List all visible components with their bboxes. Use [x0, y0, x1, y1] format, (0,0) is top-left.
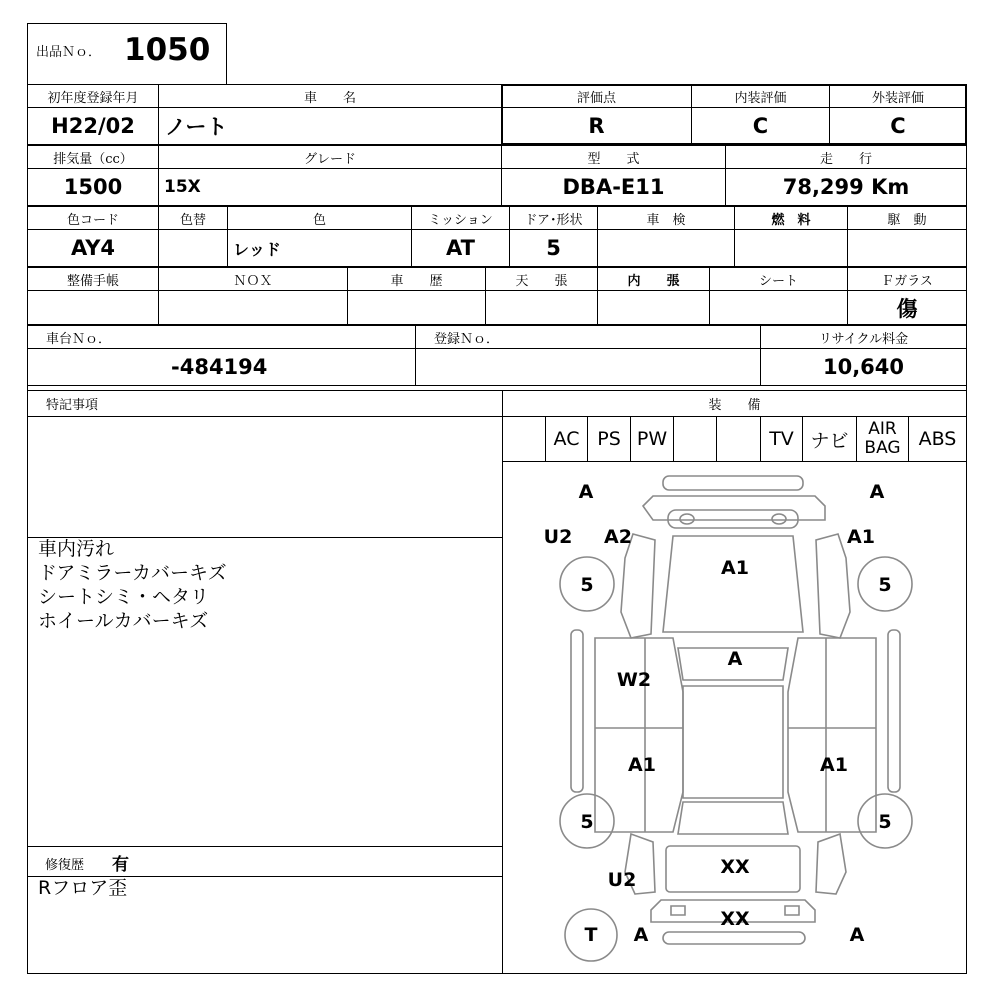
inspection-value — [597, 229, 735, 267]
right-side-skirt — [888, 630, 900, 792]
rear-bumper-lower — [663, 932, 805, 944]
right-front-fender — [816, 534, 850, 638]
recycle-fee-value: 10,640 — [760, 348, 967, 386]
model-label: 型 式 — [501, 145, 726, 169]
mission-label: ミッション — [411, 206, 510, 230]
damage-mark: A — [849, 924, 865, 946]
repair-history-label: 修復歴 — [45, 858, 85, 873]
inner-lining-value — [597, 290, 710, 325]
ceiling-label: 天 張 — [485, 267, 598, 291]
ceiling-value — [485, 290, 598, 325]
inner-lining-label: 内 張 — [597, 267, 710, 291]
interior-score-value: C — [691, 107, 830, 145]
damage-mark: A — [727, 648, 743, 670]
door-type-value: 5 — [509, 229, 598, 267]
mission-value: AT — [411, 229, 510, 267]
front-glass-label: Ｆガラス — [847, 267, 967, 291]
equipment-label: 装 備 — [502, 390, 967, 417]
color-value: レッド — [227, 229, 412, 267]
equipment-tv: TV — [760, 416, 803, 462]
remark-line: ホイールカバーキズ — [38, 610, 209, 632]
equipment-abs: ABS — [908, 416, 967, 462]
damage-mark: U2 — [543, 526, 573, 548]
color-code-label: 色コード — [27, 206, 159, 230]
front-emblem — [680, 514, 694, 524]
nox-value — [158, 290, 348, 325]
chassis-number-value: -484194 — [27, 348, 416, 386]
damage-mark: 5 — [878, 811, 892, 833]
interior-score-label: 内装評価 — [691, 84, 830, 108]
repair-history-header — [27, 846, 503, 877]
remarks-top-area — [27, 416, 503, 538]
equipment-ps: PS — [587, 416, 631, 462]
grade-value: 15X — [158, 168, 502, 206]
car-history-label: 車 歴 — [347, 267, 486, 291]
damage-mark: XX — [720, 908, 750, 930]
fuel-value — [734, 229, 848, 267]
seat-value — [709, 290, 848, 325]
chassis-number-label: 車台Ｎｏ． — [27, 325, 416, 349]
equipment-navi: ナビ — [802, 416, 857, 462]
score-label: 評価点 — [501, 84, 692, 108]
displacement-label: 排気量（cc） — [27, 145, 159, 169]
roof — [683, 686, 783, 798]
registration-number-label: 登録Ｎｏ． — [415, 325, 761, 349]
car-outline-diagram — [503, 462, 968, 975]
grade-label: グレード — [158, 145, 502, 169]
recycle-fee-label: リサイクル料金 — [760, 325, 967, 349]
right-side-panel — [788, 638, 876, 832]
rear-light — [785, 906, 799, 915]
left-side-panel — [595, 638, 683, 832]
inspection-label: 車 検 — [597, 206, 735, 230]
first-registration-label: 初年度登録年月 — [27, 84, 159, 108]
damage-mark: W2 — [616, 669, 652, 691]
front-bumper — [663, 476, 803, 490]
car-history-value — [347, 290, 486, 325]
equipment-cell-blank — [716, 416, 761, 462]
car-name-value: ノート — [158, 107, 502, 145]
damage-mark: A — [578, 481, 594, 503]
hood — [663, 536, 803, 632]
damage-mark: 5 — [878, 574, 892, 596]
damage-diagram — [502, 461, 967, 974]
damage-mark: A — [869, 481, 885, 503]
drive-label: 駆 動 — [847, 206, 967, 230]
equipment-pw: PW — [630, 416, 674, 462]
equipment-ac: AC — [545, 416, 588, 462]
lot-number-value: 1050 — [124, 32, 211, 68]
left-front-fender — [621, 534, 655, 638]
lot-number-box — [27, 23, 227, 85]
damage-mark: A — [633, 924, 649, 946]
remark-line: 車内汚れ — [38, 538, 115, 560]
fuel-label: 燃 料 — [734, 206, 848, 230]
registration-number-value — [415, 348, 761, 386]
damage-mark: A1 — [847, 526, 875, 548]
mileage-label: 走 行 — [725, 145, 967, 169]
color-label: 色 — [227, 206, 412, 230]
color-code-value: AY4 — [27, 229, 159, 267]
damage-mark: A2 — [604, 526, 632, 548]
damage-mark: A1 — [721, 557, 749, 579]
front-glass-value: 傷 — [847, 290, 967, 325]
front-emblem — [772, 514, 786, 524]
damage-mark: 5 — [580, 811, 594, 833]
drive-value — [847, 229, 967, 267]
remarks-label: 特記事項 — [27, 390, 503, 417]
equipment-cell-blank — [502, 416, 546, 462]
rear-window — [678, 802, 788, 834]
first-registration-value: H22/02 — [27, 107, 159, 145]
damage-mark: 5 — [580, 574, 594, 596]
equipment-cell-blank — [673, 416, 717, 462]
remarks-lines — [38, 537, 227, 633]
lot-number-label: 出品Ｎｏ． — [36, 45, 102, 60]
damage-mark: U2 — [607, 869, 637, 891]
displacement-value: 1500 — [27, 168, 159, 206]
front-grille — [668, 510, 798, 528]
nox-label: ＮＯＸ — [158, 267, 348, 291]
door-type-label: ドア･形状 — [509, 206, 598, 230]
left-side-skirt — [571, 630, 583, 792]
right-rear-fender — [816, 834, 846, 894]
recolor-value — [158, 229, 228, 267]
rear-light — [671, 906, 685, 915]
seat-label: シート — [709, 267, 848, 291]
exterior-score-label: 外装評価 — [829, 84, 967, 108]
car-name-label: 車 名 — [158, 84, 502, 108]
damage-mark: A1 — [820, 754, 848, 776]
model-value: DBA-E11 — [501, 168, 726, 206]
damage-mark: T — [584, 924, 598, 946]
maintenance-record-value — [27, 290, 159, 325]
equipment-airbag: AIR BAG — [856, 416, 909, 462]
recolor-label: 色替 — [158, 206, 228, 230]
repair-history-note: Rフロア歪 — [38, 877, 128, 899]
damage-mark: XX — [720, 856, 750, 878]
repair-history-value: 有 — [112, 855, 129, 875]
exterior-score-value: C — [829, 107, 967, 145]
maintenance-record-label: 整備手帳 — [27, 267, 159, 291]
damage-mark: A1 — [628, 754, 656, 776]
remark-line: シートシミ・ヘタリ — [38, 586, 210, 608]
remark-line: ドアミラーカバーキズ — [38, 562, 227, 584]
score-value: R — [501, 107, 692, 145]
mileage-value: 78,299 Km — [725, 168, 967, 206]
